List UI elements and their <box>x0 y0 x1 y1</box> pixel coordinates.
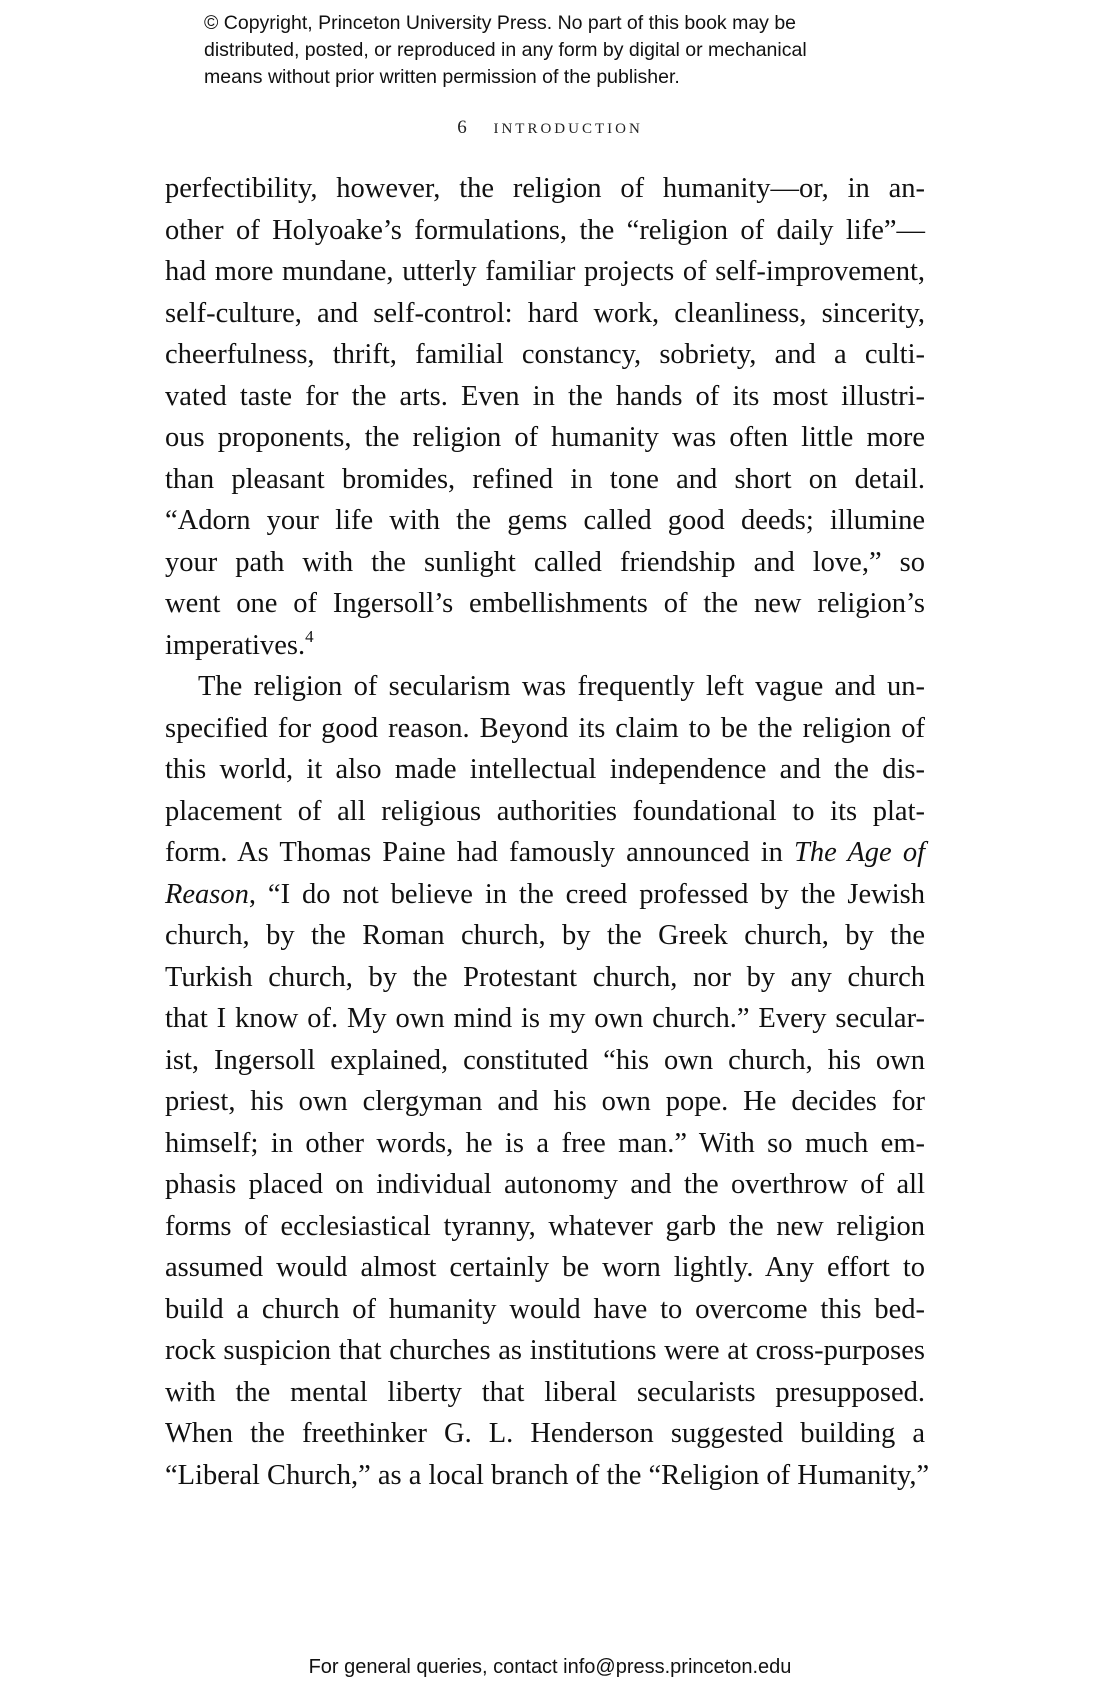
text-line: “Adorn your life with the gems called good deeds; illumine <box>165 505 925 536</box>
section-title: introduction <box>493 114 643 138</box>
text-line: cheerfulness, thrift, familial constancy, sobriety, and a culti- <box>165 339 925 370</box>
text-line: self-culture, and self-control: hard work, cleanliness, sincerity, <box>165 297 925 329</box>
text-line: assumed would almost certainly be worn lightly. Any effort to <box>165 1252 925 1283</box>
footer-contact: For general queries, contact info@press.princeton.edu <box>308 1656 792 1678</box>
page-number: 6 <box>457 117 467 138</box>
text-line: “Liberal Church,” as a local branch of the “Religion of Humanity,” <box>165 1459 930 1491</box>
copyright-line: © Copyright, Princeton University Press. No part of this book may be <box>204 12 797 34</box>
copyright-line: distributed, posted, or reproduced in any form by digital or mechanical <box>204 39 807 61</box>
text-line: The religion of secularism was frequently left vague and un- <box>198 671 925 702</box>
text-line: build a church of humanity would have to overcome this bed- <box>165 1293 925 1325</box>
line-text: form. As Thomas Paine had famously announced in <box>165 837 795 868</box>
text-line: went one of Ingersoll’s embellishments of the new religion’s <box>165 588 925 619</box>
text-line: When the freethinker G. L. Henderson suggested building a <box>165 1418 925 1449</box>
text-line <box>165 832 925 874</box>
running-head <box>0 114 1100 139</box>
book-title: The Age of <box>794 837 925 868</box>
text-line: specified for good reason. Beyond its claim to be the religion of <box>165 712 925 744</box>
text-line: forms of ecclesiastical tyranny, whatever garb the new religion <box>165 1210 925 1242</box>
text-line: ous proponents, the religion of humanity was often little more <box>165 422 925 453</box>
text-line: perfectibility, however, the religion of humanity—or, in an- <box>165 173 925 204</box>
text-line: himself; in other words, he is a free man.” With so much em- <box>165 1127 925 1159</box>
text-line: phasis placed on individual autonomy and the overthrow of all <box>165 1169 925 1200</box>
text-line: ist, Ingersoll explained, constituted “his own church, his own <box>165 1044 925 1076</box>
text-line: Turkish church, by the Protestant church, nor by any church <box>165 961 925 993</box>
text-line: this world, it also made intellectual independence and the dis- <box>165 754 925 785</box>
text-line: vated taste for the arts. Even in the hands of its most illustri- <box>165 380 925 412</box>
book-title: Reason <box>165 878 249 910</box>
text-line: placement of all religious authorities foundational to its plat- <box>165 795 925 827</box>
last-line-text: imperatives. <box>165 629 306 661</box>
text-line: with the mental liberty that liberal secularists presupposed. <box>165 1376 925 1408</box>
text-line: rock suspicion that churches as institutions were at cross-purposes <box>165 1335 925 1366</box>
text-line <box>165 874 925 916</box>
text-line: your path with the sunlight called friendship and love,” so <box>165 546 925 578</box>
paragraph-2 <box>165 666 930 1496</box>
copyright-line: means without prior written permission of the publisher. <box>204 66 680 88</box>
paragraph-1 <box>165 168 925 666</box>
text-line: other of Holyoake’s formulations, the “religion of daily life”— <box>165 214 925 246</box>
text-line: had more mundane, utterly familiar projects of self-improvement, <box>165 256 925 287</box>
text-line <box>165 625 925 667</box>
body-text <box>165 168 930 1496</box>
line-text: , “I do not believe in the creed professed by the Jewish <box>248 878 925 910</box>
footnote-marker: 4 <box>305 626 314 646</box>
text-line: priest, his own clergyman and his own pope. He decides for <box>165 1086 925 1117</box>
text-line: church, by the Roman church, by the Greek church, by the <box>165 920 925 951</box>
text-line: that I know of. My own mind is my own church.” Every secular- <box>165 1003 925 1034</box>
text-line: than pleasant bromides, refined in tone and short on detail. <box>165 463 925 495</box>
copyright-notice <box>204 10 924 91</box>
